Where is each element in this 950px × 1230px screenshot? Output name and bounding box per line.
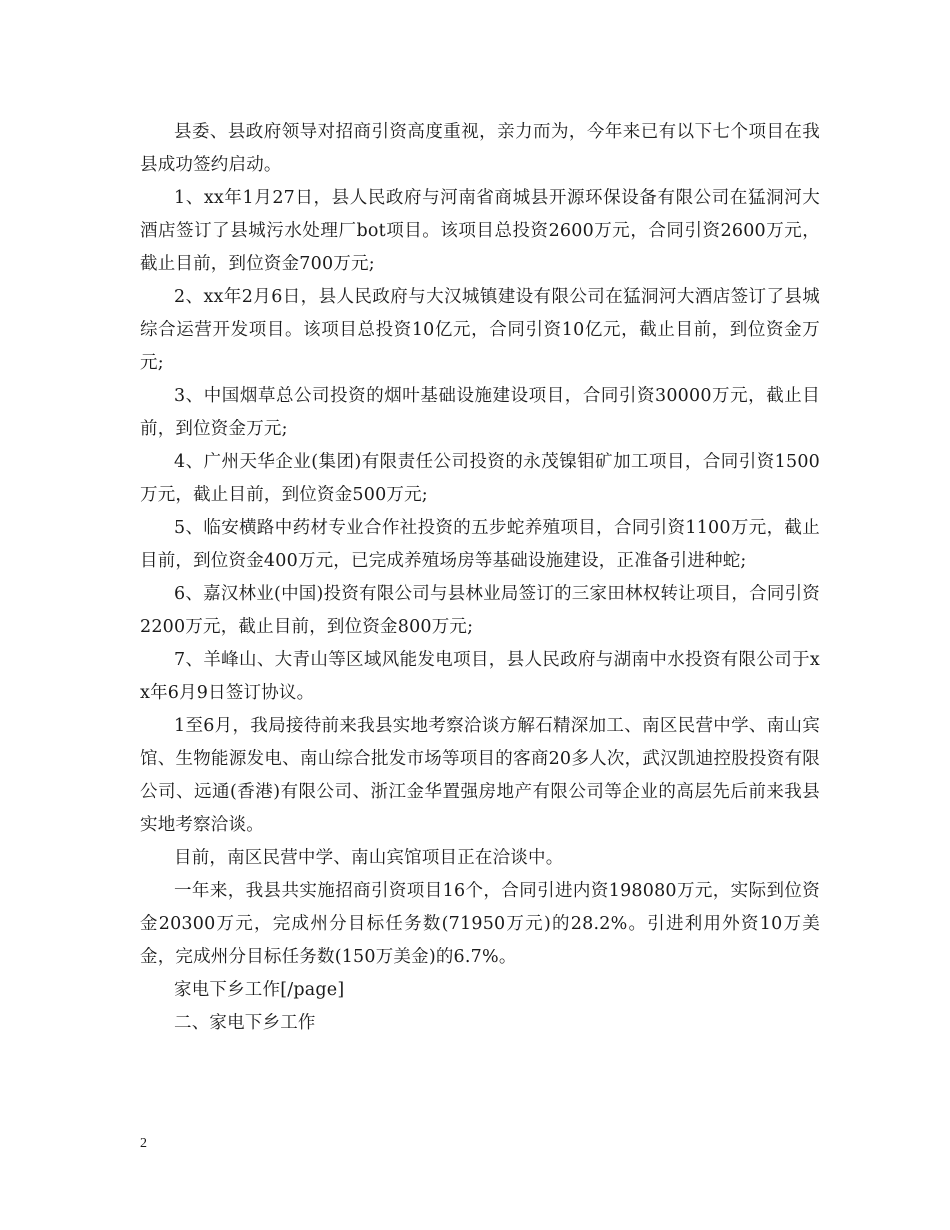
paragraph-summary: 一年来，我县共实施招商引资项目16个，合同引进内资198080万元，实际到位资金20300万元，完成州分目标任务数(71950万元)的28.2%。引进利用外资10万美金，完成州分目标任务数(150万美金)的6.7%。 [140, 881, 820, 967]
paragraph-item-1: 1、xx年1月27日，县人民政府与河南省商城县开源环保设备有限公司在猛洞河大酒店签订了县城污水处理厂bot项目。该项目总投资2600万元，合同引资2600万元，截止目前，到位资金700万元; [140, 188, 820, 274]
paragraph-page-marker: 家电下乡工作[/page] [174, 980, 345, 1000]
paragraph-item-6: 6、嘉汉林业(中国)投资有限公司与县林业局签订的三家田林权转让项目，合同引资2200万元，截止目前，到位资金800万元; [140, 584, 820, 637]
page-number: 2 [140, 1136, 147, 1151]
document-body [140, 116, 820, 1040]
paragraph-item-7: 7、羊峰山、大青山等区域风能发电项目，县人民政府与湖南中水投资有限公司于xx年6月9日签订协议。 [140, 650, 820, 703]
paragraph-item-3: 3、中国烟草总公司投资的烟叶基础设施建设项目，合同引资30000万元，截止目前，到位资金万元; [140, 386, 820, 439]
paragraph-item-2: 2、xx年2月6日，县人民政府与大汉城镇建设有限公司在猛洞河大酒店签订了县城综合运营开发项目。该项目总投资10亿元，合同引资10亿元，截止目前，到位资金万元; [140, 287, 820, 373]
section-heading: 二、家电下乡工作 [174, 1013, 316, 1033]
paragraph-item-5: 5、临安横路中药材专业合作社投资的五步蛇养殖项目，合同引资1100万元，截止目前，到位资金400万元，已完成养殖场房等基础设施建设，正准备引进种蛇; [140, 518, 820, 571]
paragraph-intro: 县委、县政府领导对招商引资高度重视，亲力而为，今年来已有以下七个项目在我县成功签约启动。 [140, 122, 820, 175]
paragraph-current: 目前，南区民营中学、南山宾馆项目正在洽谈中。 [174, 848, 564, 868]
paragraph-visits: 1至6月，我局接待前来我县实地考察洽谈方解石精深加工、南区民营中学、南山宾馆、生物能源发电、南山综合批发市场等项目的客商20多人次，武汉凯迪控股投资有限公司、远通(香港)有限公司、浙江金华置强房地产有限公司等企业的高层先后前来我县实地考察洽谈。 [140, 716, 820, 835]
paragraph-item-4: 4、广州天华企业(集团)有限责任公司投资的永茂镍钼矿加工项目，合同引资1500万元，截止目前，到位资金500万元; [140, 452, 820, 505]
